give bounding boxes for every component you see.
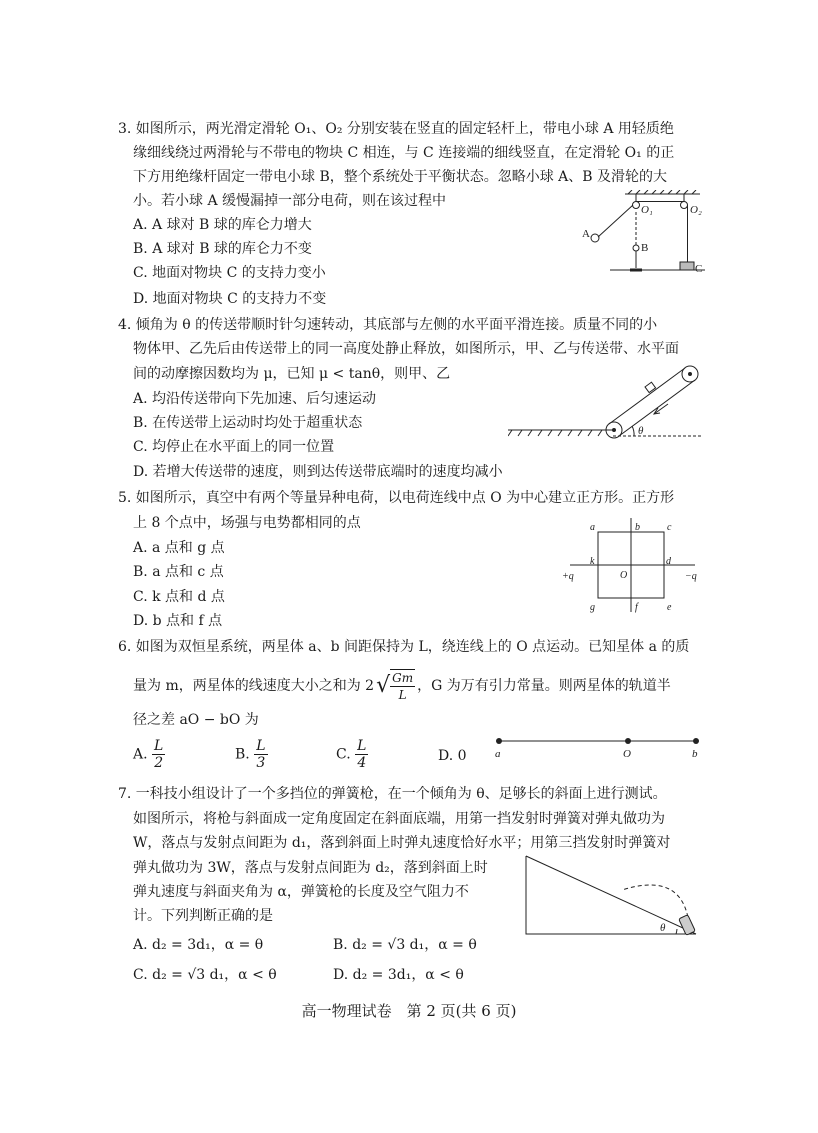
frac-den: 3 [256, 755, 266, 771]
sqrt-denominator: L [398, 688, 407, 702]
sqrt-sign: √ [376, 673, 391, 698]
q4-line-2: 物体甲、乙先后由传送带上的同一高度处静止释放，如图所示，甲、乙与传送带、水平面 [133, 341, 679, 357]
label-a: a [590, 522, 595, 533]
block-c [680, 262, 694, 270]
q7-option-d: D. d₂ = 3d₁，α < θ [333, 967, 464, 983]
q4-option-a: A. 均沿传送带向下先加速、后匀速运动 [133, 391, 377, 407]
label-c: C [695, 263, 703, 275]
angle-arc [632, 426, 634, 436]
q6-option-c-label: C. [336, 746, 351, 763]
q7-option-a: A. d₂ = 3d₁，α = θ [133, 937, 264, 953]
q6-option-b-label: B. [235, 746, 250, 763]
q3-option-a: A. A 球对 B 球的库仑力增大 [133, 217, 312, 233]
q7-line-5: 弹丸速度与斜面夹角为 α，弹簧枪的长度及空气阻力不 [133, 884, 469, 900]
q6-line-3: 径之差 aO − bO 为 [133, 712, 259, 728]
q4-option-b: B. 在传送带上运动时均处于超重状态 [133, 415, 363, 431]
ball-a [591, 234, 599, 242]
q5-option-b: B. a 点和 c 点 [133, 564, 224, 580]
q7-line-1: 7. 一科技小组设计了一个多挡位的弹簧枪，在一个倾角为 θ、足够长的斜面上进行测试。 [118, 786, 667, 802]
q5-line-2: 上 8 个点中，场强与电势都相同的点 [133, 515, 361, 531]
label-left-charge: +q [562, 571, 574, 582]
q3-option-c: C. 地面对物块 C 的支持力变小 [133, 265, 326, 281]
q4-option-d: D. 若增大传送带的速度，则到达传送带底端时的速度均减小 [133, 464, 503, 480]
q6-option-b-fraction [254, 738, 267, 771]
frac-num: L [154, 738, 164, 754]
sqrt-fraction [390, 669, 415, 703]
q4-line-3: 间的动摩擦因数均为 μ，已知 μ < tanθ，则甲、乙 [133, 366, 451, 382]
q3-line-4: 小。若小球 A 缓慢漏掉一部分电荷，则在该过程中 [133, 193, 447, 209]
frac-den: 4 [357, 755, 367, 771]
q6-line-2-end: ，G 为万有引力常量。则两星体的轨道半 [417, 678, 671, 694]
q7-line-6: 计。下列判断正确的是 [133, 908, 273, 924]
q4-conveyor-figure [508, 358, 713, 444]
q6-line-1: 6. 如图为双恒星系统，两星体 a、b 间距保持为 L，绕连线上的 O 点运动。已知星体 a 的质 [118, 639, 690, 655]
label-a: A [582, 228, 590, 240]
frac-den: 2 [154, 755, 164, 771]
label-c: c [667, 522, 672, 533]
label-b: B [641, 242, 649, 254]
q4-line-1: 4. 倾角为 θ 的传送带顺时针匀速转动，其底部与左侧的水平面平滑连接。质量不同的小 [118, 317, 658, 333]
q3-option-b: B. A 球对 B 球的库仑力不变 [133, 241, 312, 257]
q7-line-4: 弹丸做功为 3W，落点与发射点间距为 d₂，落到斜面上时 [133, 860, 488, 876]
q3-option-d: D. 地面对物块 C 的支持力不变 [133, 291, 327, 307]
q6-option-b [235, 738, 268, 771]
label-e: e [667, 602, 672, 613]
q6-option-a [133, 738, 165, 771]
label-b: b [692, 748, 698, 760]
page-footer: 高一物理试卷 第 2 页(共 6 页) [301, 1002, 517, 1020]
label-k: k [590, 556, 595, 567]
frac-num: L [256, 738, 266, 754]
label-right-charge: −q [685, 571, 697, 582]
q6-option-d: D. 0 [438, 748, 467, 764]
label-o1: O₁ [641, 204, 653, 216]
sqrt-expression [376, 669, 415, 703]
q5-charge-figure [560, 512, 710, 622]
q3-line-3: 下方用绝缘杆固定一带电小球 B，整个系统处于平衡状态。忽略小球 A、B 及滑轮的大 [133, 169, 668, 185]
q6-option-a-label: A. [133, 746, 148, 763]
label-theta: θ [638, 425, 644, 437]
q6-line-2-start: 量为 m，两星体的线速度大小之和为 2 [133, 678, 375, 694]
q7-line-2: 如图所示，将枪与斜面成一定角度固定在斜面底端，用第一挡发射时弹簧对弹丸做功为 [133, 811, 665, 827]
pulley-o1 [633, 202, 640, 209]
label-b: b [635, 522, 640, 533]
q3-line-1: 3. 如图所示，两光滑定滑轮 O₁、O₂ 分别安装在竖直的固定轻杆上，带电小球 A 用轻质绝 [118, 121, 674, 137]
q7-option-c: C. d₂ = √3 d₁，α < θ [133, 967, 277, 983]
q6-option-a-fraction [152, 738, 165, 771]
label-f: f [635, 602, 638, 613]
q3-pulley-figure [580, 190, 710, 280]
q4-option-c: C. 均停止在水平面上的同一位置 [133, 439, 335, 455]
point-o [625, 738, 631, 744]
label-o: O [620, 570, 628, 581]
angle-arc [676, 929, 677, 934]
label-a: a [495, 748, 501, 760]
label-o: O [623, 748, 631, 760]
ceiling-hatch [628, 190, 696, 194]
incline-surface [526, 856, 696, 934]
label-g: g [590, 602, 595, 613]
ball-b [633, 245, 639, 251]
q5-line-1: 5. 如图所示，真空中有两个等量异种电荷，以电荷连线中点 O 为中心建立正方形。正方形 [118, 490, 675, 506]
sqrt-numerator: Gm [392, 671, 414, 685]
label-d: d [666, 556, 671, 567]
label-theta: θ [660, 922, 666, 934]
q3-line-2: 缘细线绕过两滑轮与不带电的物块 C 相连，与 C 连接端的细线竖直，在定滑轮 O₁ 的正 [133, 145, 675, 161]
thread-a [598, 205, 633, 237]
q5-option-d: D. b 点和 f 点 [133, 613, 223, 629]
q6-option-c [336, 738, 368, 771]
q7-line-3: W，落点与发射点间距为 d₁，落到斜面上时弹丸速度恰好水平；用第三挡发射时弹簧对 [133, 835, 671, 851]
q6-line-2 [133, 669, 671, 703]
star-a [496, 738, 502, 744]
pulley-o2 [681, 202, 688, 209]
q6-binary-star-figure [490, 733, 705, 763]
label-o2: O₂ [690, 204, 702, 216]
q5-option-a: A. a 点和 g 点 [133, 540, 225, 556]
star-b [693, 738, 699, 744]
frac-num: L [357, 738, 367, 754]
q5-option-c: C. k 点和 d 点 [133, 589, 225, 605]
q7-incline-figure [524, 852, 704, 937]
q6-option-c-fraction [355, 738, 368, 771]
ground-hatch [508, 430, 602, 436]
spring-gun [679, 915, 696, 936]
q7-option-b: B. d₂ = √3 d₁，α = θ [333, 937, 477, 953]
